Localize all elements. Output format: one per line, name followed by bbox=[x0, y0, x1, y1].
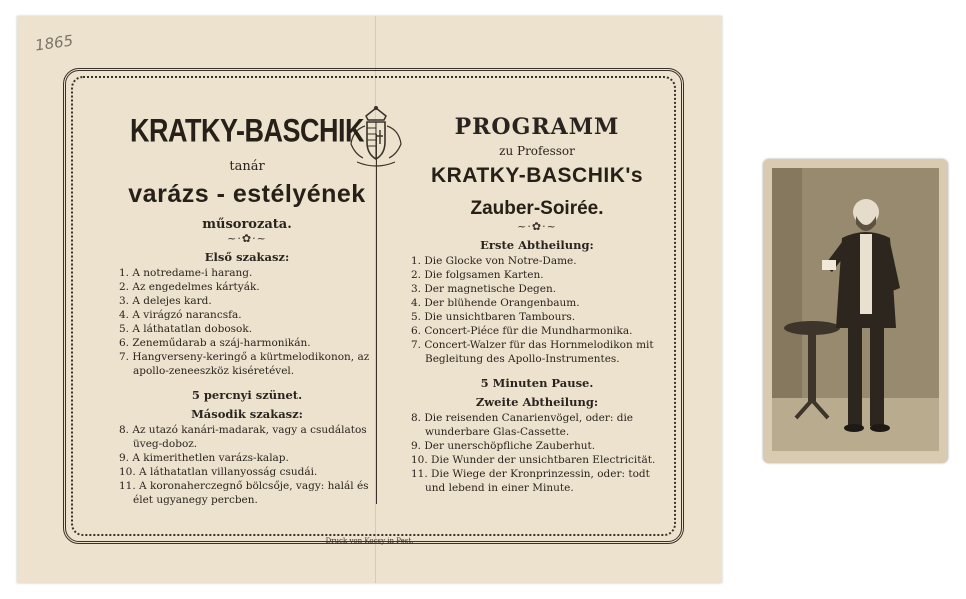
list-item: 9. A kimerithetlen varázs-kalap. bbox=[119, 452, 289, 464]
list-item: 2. Az engedelmes kártyák. bbox=[119, 281, 260, 293]
list-item: 10. Die Wunder der unsichtbaren Electricität. bbox=[411, 454, 656, 466]
magician-figure-icon bbox=[772, 168, 939, 451]
carte-de-visite bbox=[763, 159, 948, 463]
hu-subtitle: tanár bbox=[229, 159, 265, 174]
list-item: 5. Die unsichtbaren Tambours. bbox=[411, 311, 576, 323]
list-item: 2. Die folgsamen Karten. bbox=[411, 269, 544, 281]
list-item: 4. Der blühende Orangenbaum. bbox=[411, 297, 580, 309]
printer-credit: Druck von Kocsy in Pest. bbox=[325, 537, 414, 545]
list-item: 9. Der unerschöpfliche Zauberhut. bbox=[411, 440, 596, 452]
flourish-divider: ~·✿·~ bbox=[517, 220, 557, 233]
de-part2-heading: Zweite Abtheilung: bbox=[475, 395, 599, 409]
de-name: KRATKY-BASCHIK's bbox=[430, 164, 644, 187]
de-subtitle: zu Professor bbox=[499, 144, 575, 158]
list-item: 8. Az utazó kanári-madarak, vagy a csudálatos üveg-doboz. bbox=[119, 424, 367, 450]
list-item: 1. Die Glocke von Notre-Dame. bbox=[411, 255, 577, 267]
list-item: 10. A láthatatlan villanyosság csudái. bbox=[119, 466, 318, 478]
program-sheet bbox=[17, 16, 722, 583]
list-item: 1. A notredame-i harang. bbox=[119, 267, 253, 279]
list-item: 5. A láthatatlan dobosok. bbox=[119, 323, 253, 335]
magician-portrait bbox=[772, 168, 939, 451]
german-column bbox=[407, 114, 667, 495]
list-item: 11. Die Wiege der Kronprinzessin, oder: todt und lebend in einer Minute. bbox=[411, 468, 650, 494]
hungarian-column bbox=[115, 114, 379, 507]
flourish-divider: ~·✿·~ bbox=[227, 232, 267, 245]
hu-part1-heading: Első szakasz: bbox=[204, 250, 290, 264]
hu-headline: varázs - estélyének bbox=[128, 180, 366, 208]
list-item: 7. Concert-Walzer für das Hornmelodikon mit Begleitung des Apollo-Instrumentes. bbox=[411, 339, 654, 365]
de-intermission: 5 Minuten Pause. bbox=[480, 376, 594, 390]
hu-part2-list bbox=[115, 423, 379, 507]
list-item: 3. A delejes kard. bbox=[119, 295, 212, 307]
list-item: 6. Concert-Piéce für die Mundharmonika. bbox=[411, 325, 633, 337]
de-part1-heading: Erste Abtheilung: bbox=[480, 238, 594, 252]
de-headline: Zauber-Soirée. bbox=[470, 198, 604, 219]
list-item: 3. Der magnetische Degen. bbox=[411, 283, 557, 295]
list-item: 8. Die reisenden Canarienvögel, oder: die wunderbare Glas-Cassette. bbox=[411, 412, 634, 438]
de-part2-list bbox=[407, 411, 667, 495]
hu-title: KRATKY-BASCHIK bbox=[130, 112, 364, 149]
hu-program-label: műsorozata. bbox=[202, 217, 292, 232]
de-part1-list bbox=[407, 254, 667, 366]
list-item: 4. A virágzó narancsfa. bbox=[119, 309, 242, 321]
hu-part2-heading: Második szakasz: bbox=[191, 407, 303, 421]
list-item: 6. Zeneműdarab a száj-harmonikán. bbox=[119, 337, 311, 349]
list-item: 11. A koronaherczegnő bölcsője, vagy: halál és élet ugyanegy percben. bbox=[119, 480, 369, 506]
handwritten-note: 1865 bbox=[33, 31, 75, 55]
hu-intermission: 5 percnyi szünet. bbox=[191, 388, 303, 402]
list-item: 7. Hangverseny-keringő a kürtmelodikonon, az apollo-zeneeszköz kiséretével. bbox=[119, 351, 370, 377]
de-title: PROGRAMM bbox=[454, 114, 620, 140]
hu-part1-list bbox=[115, 266, 379, 378]
